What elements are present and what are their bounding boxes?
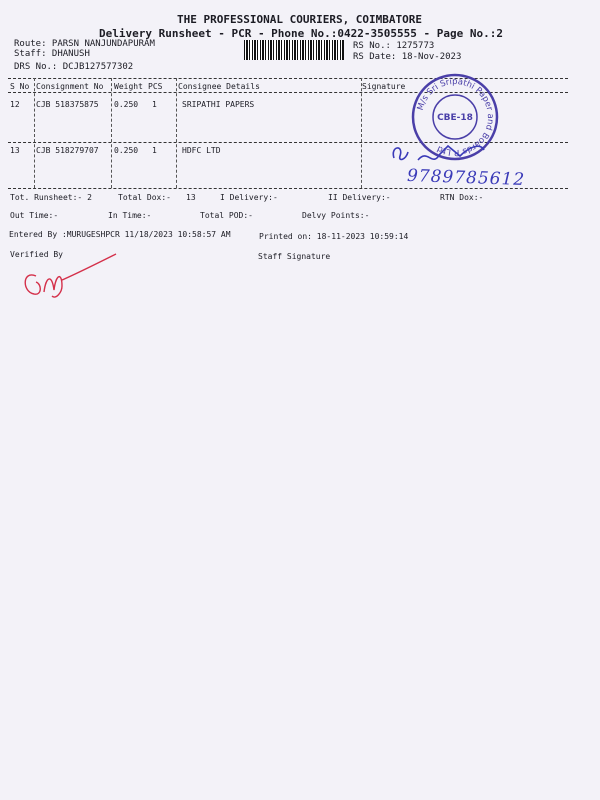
delvy-points: Delvy Points:- — [302, 211, 370, 220]
drs-number: DRS No.: DCJB127577302 — [14, 62, 134, 72]
col-consignee: Consignee Details — [178, 82, 260, 91]
total-pod: Total POD:- — [200, 211, 253, 220]
col-divider — [176, 78, 177, 188]
row-weight: 0.250 — [114, 146, 139, 155]
company-title: THE PROFESSIONAL COURIERS, COIMBATORE — [177, 13, 423, 26]
row-weight: 0.250 — [114, 100, 139, 109]
col-divider — [111, 78, 112, 188]
rs-number: RS No.: 1275773 — [353, 41, 435, 51]
row-consignment: CJB 518279707 — [36, 146, 99, 155]
verified-by: Verified By — [10, 250, 63, 259]
col-consignment: Consignment No — [36, 82, 104, 91]
entered-by: Entered By :MURUGESHPCR 11/18/2023 10:58:57 AM — [9, 230, 231, 239]
col-pcs: PCS — [148, 82, 163, 91]
col-divider — [361, 78, 362, 188]
stamp-company-text: M/s Sri Sripathi Paper and Boards P Ltd — [415, 76, 496, 158]
tot-runsheet: Tot. Runsheet:- 2 — [10, 193, 92, 202]
total-dox-label: Total Dox:- — [118, 193, 171, 202]
staff-label: Staff: DHANUSH — [14, 49, 90, 59]
stamp-code: CBE-18 — [437, 113, 473, 123]
col-sno: S No — [10, 82, 30, 91]
staff-signature-label: Staff Signature — [258, 252, 331, 261]
handwritten-phone: 9789785612 — [406, 165, 526, 191]
printed-on: Printed on: 18-11-2023 10:59:14 — [259, 232, 409, 241]
out-time: Out Time:- — [10, 211, 59, 220]
row-pcs: 1 — [152, 100, 157, 109]
row-sno: 13 — [10, 146, 20, 155]
col-divider — [34, 78, 35, 188]
ii-delivery: II Delivery:- — [328, 193, 391, 202]
i-delivery: I Delivery:- — [220, 193, 278, 202]
row-consignee: SRIPATHI PAPERS — [182, 100, 255, 109]
runsheet-subtitle: Delivery Runsheet - PCR - Phone No.:0422-3505555 - Page No.:2 — [99, 27, 503, 40]
col-weight: Weight — [114, 82, 143, 91]
col-signature: Signature — [362, 82, 406, 91]
receiver-signature — [388, 138, 508, 170]
route-label: Route: PARSN NANJUNDAPURAM — [14, 39, 155, 49]
row-consignee: HDFC LTD — [182, 146, 221, 155]
in-time: In Time:- — [108, 211, 152, 220]
rtn-dox: RTN Dox:- — [440, 193, 484, 202]
barcode — [244, 40, 344, 60]
row-consignment: CJB 518375875 — [36, 100, 99, 109]
verifier-signature — [16, 252, 120, 304]
row-pcs: 1 — [152, 146, 157, 155]
total-dox-value: 13 — [186, 193, 196, 202]
row-sno: 12 — [10, 100, 20, 109]
rs-date: RS Date: 18-Nov-2023 — [353, 52, 462, 62]
